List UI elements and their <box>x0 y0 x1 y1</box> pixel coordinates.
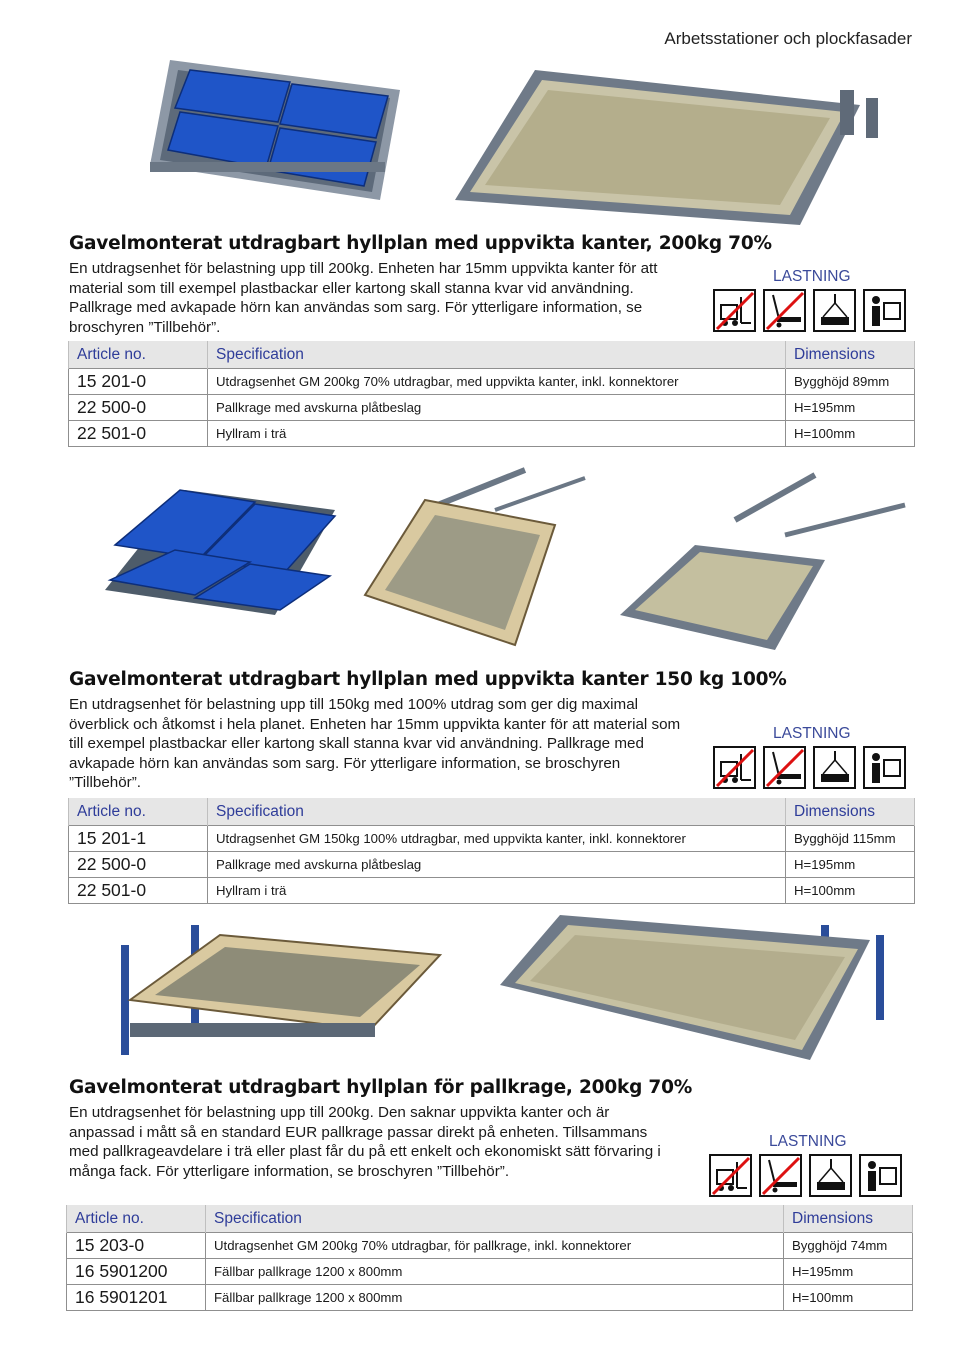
col-spec: Specification <box>208 798 786 826</box>
dim-cell: Bygghöjd 74mm <box>784 1233 913 1259</box>
spec-cell: Hyllram i trä <box>208 878 786 904</box>
spec-cell: Fällbar pallkrage 1200 x 800mm <box>206 1259 784 1285</box>
table-header-row <box>69 798 915 826</box>
product-image-2 <box>95 450 925 655</box>
article-cell: 22 500-0 <box>69 852 208 878</box>
spec-cell: Hyllram i trä <box>208 421 786 447</box>
crane-hook-icon <box>813 289 856 332</box>
pallet-jack-crossed-icon <box>763 746 806 789</box>
spec-cell: Pallkrage med avskurna plåtbeslag <box>208 852 786 878</box>
dim-cell: Bygghöjd 115mm <box>786 826 915 852</box>
spec-table <box>68 798 915 904</box>
col-article: Article no. <box>69 798 208 826</box>
lastning-label: LASTNING <box>773 268 851 285</box>
dim-cell: H=100mm <box>784 1285 913 1311</box>
table-header-row <box>69 341 915 369</box>
col-spec: Specification <box>206 1205 784 1233</box>
loading-icons <box>713 289 906 332</box>
section-title: Gavelmonterat utdragbart hyllplan med uppvikta kanter 150 kg 100% <box>69 669 787 690</box>
table-row <box>69 878 915 904</box>
lastning-label: LASTNING <box>773 725 851 742</box>
dim-cell: Bygghöjd 89mm <box>786 369 915 395</box>
spec-table <box>66 1205 913 1311</box>
manual-loading-icon <box>863 289 906 332</box>
spec-cell: Fällbar pallkrage 1200 x 800mm <box>206 1285 784 1311</box>
table-row <box>69 826 915 852</box>
article-cell: 15 201-1 <box>69 826 208 852</box>
page-header: Arbetsstationer och plockfasader <box>664 29 912 48</box>
dim-cell: H=100mm <box>786 421 915 447</box>
col-article: Article no. <box>69 341 208 369</box>
table-row <box>67 1285 913 1311</box>
spec-cell: Pallkrage med avskurna plåtbeslag <box>208 395 786 421</box>
crane-hook-icon <box>809 1154 852 1197</box>
article-cell: 15 201-0 <box>69 369 208 395</box>
spec-cell: Utdragsenhet GM 150kg 100% utdragbar, med uppvikta kanter, inkl. konnektorer <box>208 826 786 852</box>
pallet-jack-crossed-icon <box>759 1154 802 1197</box>
manual-loading-icon <box>859 1154 902 1197</box>
article-cell: 16 5901200 <box>67 1259 206 1285</box>
col-article: Article no. <box>67 1205 206 1233</box>
article-cell: 22 501-0 <box>69 878 208 904</box>
table-row <box>67 1233 913 1259</box>
section-title: Gavelmonterat utdragbart hyllplan för pallkrage, 200kg 70% <box>69 1077 693 1098</box>
loading-icons <box>709 1154 902 1197</box>
col-dim: Dimensions <box>786 798 915 826</box>
section-description: En utdragsenhet för belastning upp till 200kg. Enheten har 15mm uppvikta kanter för att material som till exempel plastbackar eller kartong skall stanna kvar vid användning. Pallkrage med avkapade hörn kan användas som sarg. För ytterligare information, se broschyren ”Tillbehör”. <box>69 260 658 336</box>
article-cell: 15 203-0 <box>67 1233 206 1259</box>
dim-cell: H=195mm <box>786 852 915 878</box>
table-row <box>67 1259 913 1285</box>
dim-cell: H=100mm <box>786 878 915 904</box>
section-description: En utdragsenhet för belastning upp till 200kg. Den saknar uppvikta kanter och är anpassad i mått så en standard EUR pallkrage passar direkt på enheten. Tillsammans med pallkrageavdelare i trä eller plast får du på ett enkelt och ekonomiskt sätt förvaring i många fack. För ytterligare information, se broschyren ”Tillbehör”. <box>69 1104 661 1180</box>
table-row <box>69 852 915 878</box>
dim-cell: H=195mm <box>786 395 915 421</box>
spec-table <box>68 341 915 447</box>
product-image-1 <box>140 50 900 230</box>
product-image-3 <box>110 905 910 1075</box>
article-cell: 22 500-0 <box>69 395 208 421</box>
col-dim: Dimensions <box>786 341 915 369</box>
col-spec: Specification <box>208 341 786 369</box>
pallet-jack-crossed-icon <box>763 289 806 332</box>
article-cell: 22 501-0 <box>69 421 208 447</box>
spec-cell: Utdragsenhet GM 200kg 70% utdragbar, för pallkrage, inkl. konnektorer <box>206 1233 784 1259</box>
table-row <box>69 421 915 447</box>
dim-cell: H=195mm <box>784 1259 913 1285</box>
lastning-label: LASTNING <box>769 1133 847 1150</box>
article-cell: 16 5901201 <box>67 1285 206 1311</box>
forklift-crossed-icon <box>713 289 756 332</box>
forklift-crossed-icon <box>709 1154 752 1197</box>
section-title: Gavelmonterat utdragbart hyllplan med uppvikta kanter, 200kg 70% <box>69 233 772 254</box>
section-description: En utdragsenhet för belastning upp till 150kg med 100% utdrag som ger dig maximal överblick och åtkomst i hela planet. Enheten har 15mm uppvikta kanter för att material som till exempel plastbackar eller kartong skall stanna kvar vid användning. Pallkrage med avkapade hörn kan användas som sarg. För ytterligare information, se broschyren ”Tillbehör”. <box>69 696 681 791</box>
col-dim: Dimensions <box>784 1205 913 1233</box>
crane-hook-icon <box>813 746 856 789</box>
table-row <box>69 369 915 395</box>
spec-cell: Utdragsenhet GM 200kg 70% utdragbar, med uppvikta kanter, inkl. konnektorer <box>208 369 786 395</box>
table-row <box>69 395 915 421</box>
loading-icons <box>713 746 906 789</box>
table-header-row <box>67 1205 913 1233</box>
manual-loading-icon <box>863 746 906 789</box>
forklift-crossed-icon <box>713 746 756 789</box>
